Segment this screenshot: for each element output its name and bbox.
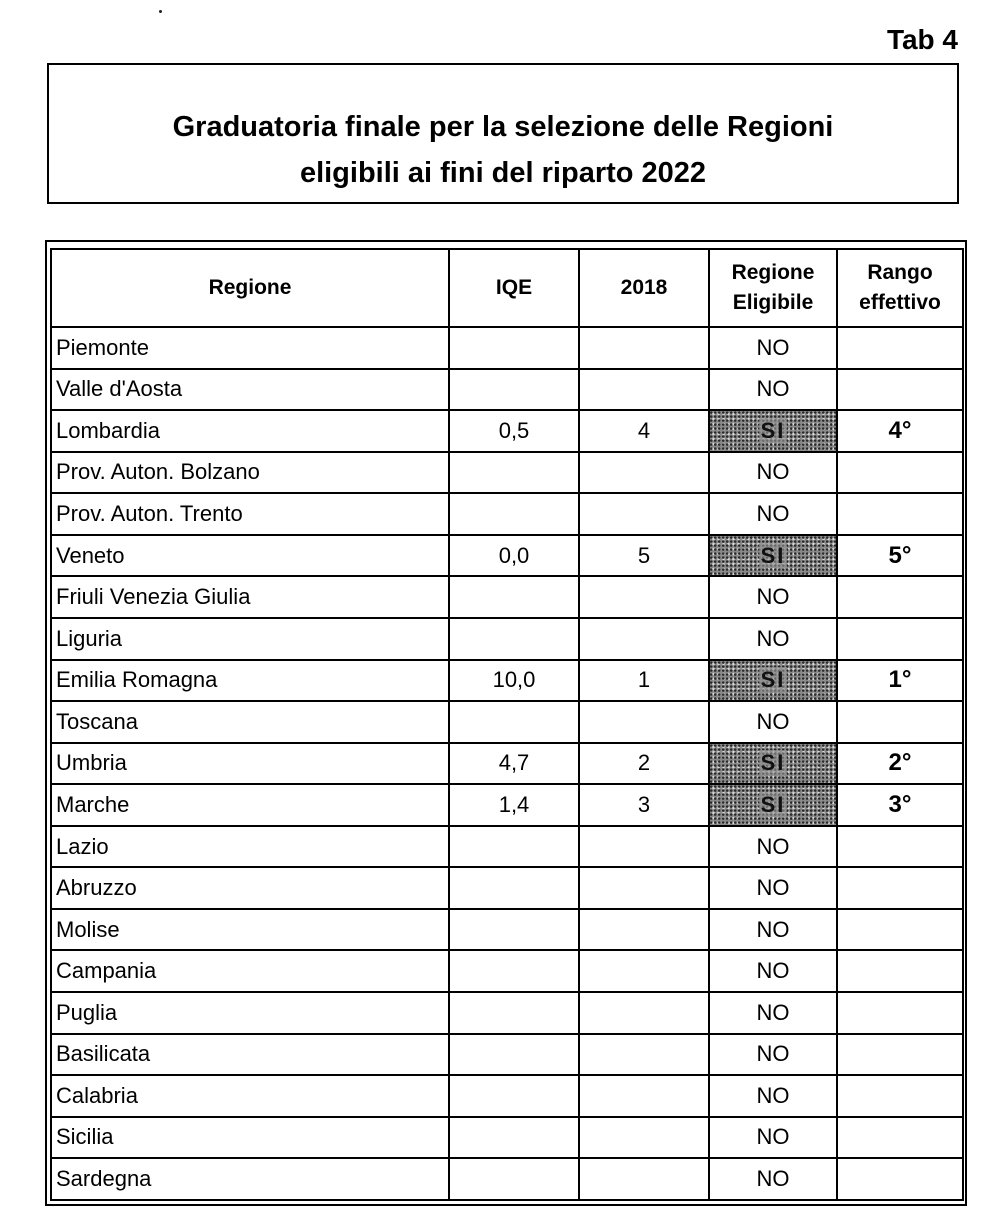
eligibile-cell: NO xyxy=(709,826,837,868)
eligibile-cell: NO xyxy=(709,950,837,992)
rango-cell xyxy=(837,452,963,494)
rango-cell xyxy=(837,909,963,951)
year-cell xyxy=(579,867,709,909)
header-rango-line1: Rango xyxy=(867,261,933,284)
table-row xyxy=(51,1034,963,1076)
iqe-cell xyxy=(449,826,579,868)
title-box xyxy=(47,63,959,204)
eligibile-value: SI xyxy=(760,750,786,776)
region-cell: Lombardia xyxy=(51,410,449,452)
iqe-cell xyxy=(449,1075,579,1117)
iqe-cell: 0,5 xyxy=(449,410,579,452)
region-cell: Puglia xyxy=(51,992,449,1034)
table-row xyxy=(51,618,963,660)
iqe-cell xyxy=(449,618,579,660)
eligibile-cell: NO xyxy=(709,618,837,660)
rango-cell: 5° xyxy=(837,535,963,577)
rango-cell xyxy=(837,867,963,909)
iqe-cell xyxy=(449,701,579,743)
year-cell xyxy=(579,1075,709,1117)
title-line-2: eligibili ai fini del riparto 2022 xyxy=(299,157,707,189)
table-row xyxy=(51,950,963,992)
year-cell: 1 xyxy=(579,660,709,702)
eligibile-value: SI xyxy=(760,417,786,443)
header-eligibile-line2: Eligibile xyxy=(732,291,814,314)
header-regione-eligibile xyxy=(709,249,837,327)
region-cell: Calabria xyxy=(51,1075,449,1117)
eligibile-cell: NO xyxy=(709,867,837,909)
region-cell: Friuli Venezia Giulia xyxy=(51,576,449,618)
region-cell: Sicilia xyxy=(51,1117,449,1159)
eligibile-cell xyxy=(709,784,837,826)
year-cell xyxy=(579,452,709,494)
iqe-cell xyxy=(449,950,579,992)
table-row xyxy=(51,493,963,535)
eligibile-cell xyxy=(709,743,837,785)
year-cell xyxy=(579,826,709,868)
table-row xyxy=(51,826,963,868)
year-cell xyxy=(579,1158,709,1200)
iqe-cell: 1,4 xyxy=(449,784,579,826)
year-cell xyxy=(579,618,709,660)
year-cell: 5 xyxy=(579,535,709,577)
table-body xyxy=(51,327,963,1200)
eligibile-cell: NO xyxy=(709,1158,837,1200)
table-row xyxy=(51,867,963,909)
rango-cell xyxy=(837,950,963,992)
ranking-table-frame xyxy=(45,240,967,1206)
table-row xyxy=(51,1117,963,1159)
year-cell xyxy=(579,950,709,992)
iqe-cell xyxy=(449,1158,579,1200)
eligibile-cell: NO xyxy=(709,369,837,411)
iqe-cell xyxy=(449,327,579,369)
region-cell: Prov. Auton. Bolzano xyxy=(51,452,449,494)
title-line-1: Graduatoria finale per la selezione delle Regioni xyxy=(172,111,834,143)
table-row xyxy=(51,784,963,826)
rango-cell: 2° xyxy=(837,743,963,785)
header-rango-effettivo xyxy=(837,249,963,327)
table-row xyxy=(51,1158,963,1200)
header-year: 2018 xyxy=(579,249,709,327)
region-cell: Abruzzo xyxy=(51,867,449,909)
eligibile-value: SI xyxy=(760,542,786,568)
rango-cell xyxy=(837,992,963,1034)
table-row xyxy=(51,701,963,743)
table-row xyxy=(51,369,963,411)
rango-cell xyxy=(837,576,963,618)
rango-cell xyxy=(837,701,963,743)
region-cell: Liguria xyxy=(51,618,449,660)
eligibile-value: SI xyxy=(760,667,786,693)
iqe-cell: 0,0 xyxy=(449,535,579,577)
year-cell xyxy=(579,493,709,535)
iqe-cell xyxy=(449,1034,579,1076)
year-cell xyxy=(579,1034,709,1076)
region-cell: Prov. Auton. Trento xyxy=(51,493,449,535)
header-regione: Regione xyxy=(51,249,449,327)
region-cell: Piemonte xyxy=(51,327,449,369)
eligibile-cell: NO xyxy=(709,909,837,951)
header-iqe: IQE xyxy=(449,249,579,327)
table-row xyxy=(51,660,963,702)
rango-cell xyxy=(837,327,963,369)
rango-cell xyxy=(837,618,963,660)
table-row xyxy=(51,992,963,1034)
region-cell: Sardegna xyxy=(51,1158,449,1200)
header-eligibile-line1: Regione xyxy=(731,261,815,284)
region-cell: Campania xyxy=(51,950,449,992)
year-cell xyxy=(579,909,709,951)
rango-cell: 1° xyxy=(837,660,963,702)
eligibile-cell: NO xyxy=(709,576,837,618)
iqe-cell xyxy=(449,493,579,535)
rango-cell xyxy=(837,1075,963,1117)
table-row xyxy=(51,327,963,369)
rango-cell: 4° xyxy=(837,410,963,452)
eligibile-cell: NO xyxy=(709,493,837,535)
iqe-cell xyxy=(449,992,579,1034)
region-cell: Toscana xyxy=(51,701,449,743)
region-cell: Emilia Romagna xyxy=(51,660,449,702)
eligibile-cell: NO xyxy=(709,327,837,369)
table-header-row xyxy=(51,249,963,327)
iqe-cell xyxy=(449,369,579,411)
year-cell: 3 xyxy=(579,784,709,826)
eligibile-cell xyxy=(709,535,837,577)
eligibile-cell xyxy=(709,660,837,702)
region-cell: Basilicata xyxy=(51,1034,449,1076)
rango-cell xyxy=(837,1158,963,1200)
iqe-cell: 10,0 xyxy=(449,660,579,702)
table-row xyxy=(51,410,963,452)
table-row xyxy=(51,452,963,494)
rango-cell xyxy=(837,493,963,535)
iqe-cell xyxy=(449,867,579,909)
eligibile-cell: NO xyxy=(709,452,837,494)
eligibile-cell: NO xyxy=(709,1117,837,1159)
rango-cell: 3° xyxy=(837,784,963,826)
eligibile-value: SI xyxy=(760,791,786,817)
year-cell xyxy=(579,992,709,1034)
scan-speck xyxy=(159,10,162,13)
eligibile-cell: NO xyxy=(709,992,837,1034)
eligibile-cell xyxy=(709,410,837,452)
region-cell: Valle d'Aosta xyxy=(51,369,449,411)
rango-cell xyxy=(837,826,963,868)
iqe-cell: 4,7 xyxy=(449,743,579,785)
eligibile-cell: NO xyxy=(709,1034,837,1076)
rango-cell xyxy=(837,369,963,411)
rango-cell xyxy=(837,1117,963,1159)
ranking-table xyxy=(50,248,964,1201)
rango-cell xyxy=(837,1034,963,1076)
year-cell xyxy=(579,701,709,743)
year-cell: 2 xyxy=(579,743,709,785)
year-cell xyxy=(579,576,709,618)
year-cell xyxy=(579,1117,709,1159)
table-row xyxy=(51,535,963,577)
region-cell: Veneto xyxy=(51,535,449,577)
header-rango-line2: effettivo xyxy=(859,291,941,314)
region-cell: Lazio xyxy=(51,826,449,868)
table-number-label: Tab 4 xyxy=(886,24,958,55)
iqe-cell xyxy=(449,1117,579,1159)
table-row xyxy=(51,576,963,618)
region-cell: Marche xyxy=(51,784,449,826)
table-row xyxy=(51,743,963,785)
table-row xyxy=(51,909,963,951)
iqe-cell xyxy=(449,452,579,494)
region-cell: Molise xyxy=(51,909,449,951)
year-cell: 4 xyxy=(579,410,709,452)
year-cell xyxy=(579,369,709,411)
year-cell xyxy=(579,327,709,369)
iqe-cell xyxy=(449,909,579,951)
eligibile-cell: NO xyxy=(709,1075,837,1117)
table-row xyxy=(51,1075,963,1117)
iqe-cell xyxy=(449,576,579,618)
region-cell: Umbria xyxy=(51,743,449,785)
eligibile-cell: NO xyxy=(709,701,837,743)
